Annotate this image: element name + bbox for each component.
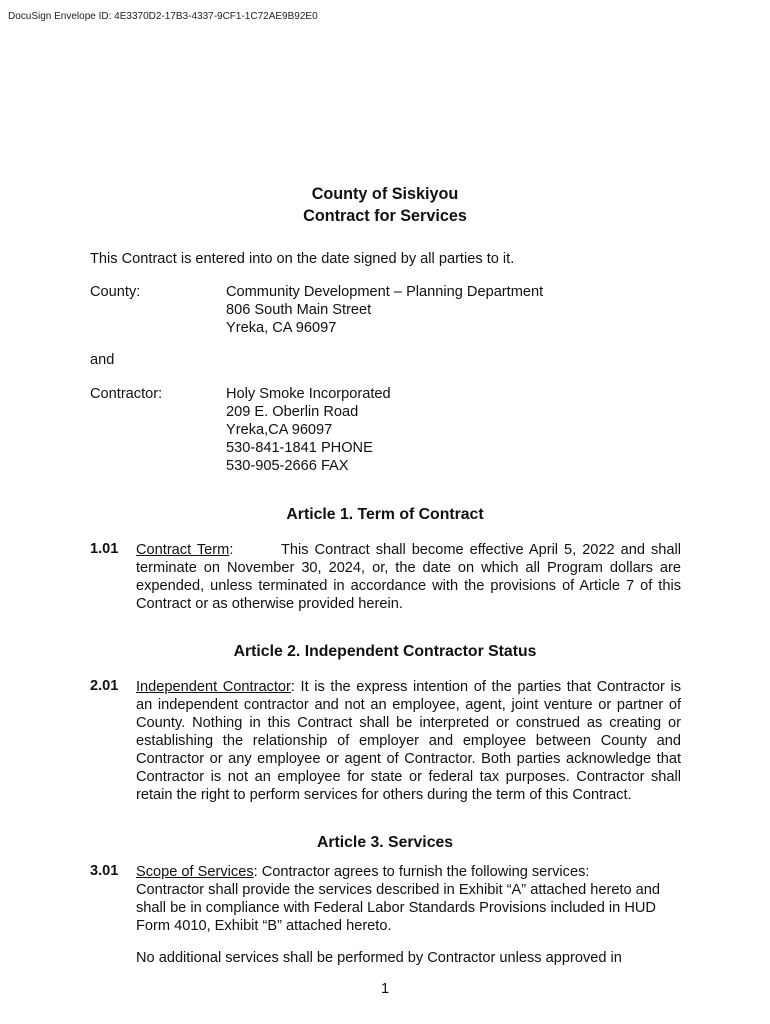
- contractor-address-line: Yreka,CA 96097: [226, 422, 333, 438]
- contractor-address-line: Holy Smoke Incorporated: [226, 386, 391, 402]
- section-text: : Contractor agrees to furnish the following services:: [253, 864, 590, 880]
- contractor-address: [226, 385, 391, 475]
- article-3-paragraph-3: No additional services shall be performed by Contractor unless approved in: [136, 950, 622, 966]
- article-3-paragraph-2: Contractor shall provide the services described in Exhibit “A” attached hereto and shall be in compliance with Federal Labor Standards Provisions included in HUD Form 4010, Exhibit “B” attached hereto.: [136, 882, 661, 934]
- contractor-label: Contractor:: [90, 386, 163, 402]
- section-number: 2.01: [90, 678, 119, 694]
- contractor-address-line: 530-905-2666 FAX: [226, 458, 349, 474]
- section-term: Independent Contractor: [136, 679, 291, 695]
- section-term: Contract Term: [136, 542, 230, 558]
- intro-text: This Contract is entered into on the date signed by all parties to it.: [90, 251, 515, 267]
- county-label: County:: [90, 284, 141, 300]
- section-term: Scope of Services: [136, 864, 254, 880]
- county-address: [226, 283, 543, 337]
- envelope-id: DocuSign Envelope ID: 4E3370D2-17B3-4337-9CF1-1C72AE9B92E0: [8, 11, 318, 22]
- article-2-paragraph: [136, 678, 681, 804]
- article-3-heading: Article 3. Services: [316, 834, 454, 851]
- document-title-contract: Contract for Services: [303, 207, 467, 225]
- county-address-line: Community Development – Planning Department: [226, 284, 544, 300]
- county-address-line: Yreka, CA 96097: [226, 320, 337, 336]
- article-3-paragraph: [136, 863, 681, 881]
- section-text: : This Contract shall become effective April 5, 2022 and shall terminate on November 30, 2024, or, the date on which all Program dollars are expended, unless terminated in accordance with the provisions of Article 7 of this Contract or as otherwise provided herein.: [136, 542, 686, 612]
- article-1-heading: Article 1. Term of Contract: [286, 506, 484, 523]
- article-2-heading: Article 2. Independent Contractor Status: [233, 643, 537, 660]
- section-text: : It is the express intention of the parties that Contractor is an independent contractor and not an employee, agent, joint venture or partner of County. Nothing in this Contract shall be interpreted or construed as creating or establishing the relationship of employer and employee between County and Contractor or any employee or agent of Contractor. Both parties acknowledge that Contractor is not an employee for state or federal tax purposes. Contractor shall retain the right to perform services for others during the term of this Contract.: [136, 679, 682, 803]
- section-number: 1.01: [90, 541, 119, 557]
- article-1-paragraph: [136, 541, 686, 613]
- contractor-address-line: 530-841-1841 PHONE: [226, 440, 373, 456]
- section-number: 3.01: [90, 863, 119, 879]
- county-address-line: 806 South Main Street: [226, 302, 372, 318]
- contractor-address-line: 209 E. Oberlin Road: [226, 404, 359, 420]
- page-number: 1: [380, 981, 390, 997]
- document-title-county: County of Siskiyou: [311, 185, 459, 203]
- and-text: and: [90, 352, 115, 368]
